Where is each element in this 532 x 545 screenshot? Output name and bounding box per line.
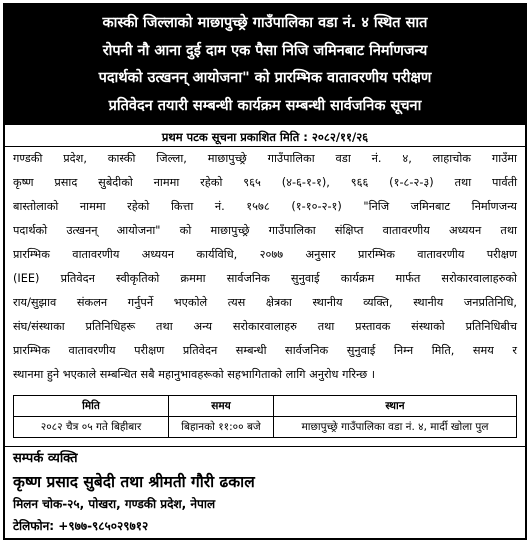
cell-time: बिहानको ११:०० बजे [169, 417, 274, 438]
body-line-5: प्रारम्भिक वातावरणीय अध्ययन कार्यविधि, २०७७ अनुसार प्रारम्भिक वातावरणीय परीक्षण [13, 248, 517, 261]
body-line-9: प्रारम्भिक वातावरणीय परीक्षण प्रतिवेदन सम्बन्धी सार्वजनिक सुनुवाई निम्न मिति, समय र [13, 344, 517, 357]
contact-names: कृष्ण प्रसाद सुबेदी तथा श्रीमती गौरी ढकाल [13, 473, 255, 491]
notice-header [5, 5, 525, 125]
publication-date: प्रथम पटक सूचना प्रकाशित मिति : २०८२/११/२६ [161, 130, 369, 144]
schedule-table [13, 395, 517, 438]
body-line-2: कृष्ण प्रसाद सुबेदीको नाममा रहेको ९६५ (४-६-१-१), ९६६ (१-८-२-३) तथा पार्वती [13, 176, 517, 189]
header-line-4: प्रतिवेदन तयारी सम्बन्धी कार्यक्रम सम्बन्धी सार्वजनिक सूचना [108, 98, 422, 114]
cell-date: २०८२ चैत्र ०५ गते बिहीबार [14, 417, 169, 438]
header-place: स्थान [274, 396, 517, 417]
body-line-3: बास्तोलाको नाममा रहेको कित्ता नं. १५७८ (१-१०-२-१) "निजि जमिनबाट निर्माणजन्य [13, 200, 517, 213]
table-header-row [14, 396, 517, 417]
divider [5, 446, 525, 447]
header-line-1: कास्की जिल्लाको माछापुच्छ्रे गाउँपालिका वडा नं. ४ स्थित सात [102, 15, 428, 31]
contact-address: मिलन चोक-२५, पोखरा, गण्डकी प्रदेश, नेपाल [13, 497, 216, 511]
body-line-7: राय/सुझाव संकलन गर्नुपर्ने भएकोले त्यस क्षेत्रका स्थानीय व्यक्ति, स्थानीय जनप्रतिनिधि, [13, 296, 517, 309]
public-notice [3, 3, 527, 540]
body-line-6: (IEE) प्रतिवेदन स्वीकृतिको क्रममा सार्वजनिक सुनुवाई कार्यक्रम मार्फत सरोकारवालाहरुको [13, 272, 517, 285]
body-line-1: गण्डकी प्रदेश, कास्की जिल्ला, माछापुच्छ्रे गाउँपालिका वडा नं. ४, लाहाचोक गाउँमा [13, 152, 517, 165]
header-date: मिति [14, 396, 169, 417]
contact-phone: टेलिफोन: +९७७-९८५०२९७१२ [13, 519, 149, 533]
divider [5, 146, 525, 147]
header-line-3: पदार्थको उत्खनन् आयोजना" को प्रारम्भिक वातावरणीय परीक्षण [98, 70, 432, 86]
table-row [14, 417, 517, 438]
cell-place: माछापुच्छ्रे गाउँपालिका वडा नं. ४, मार्दी खोला पुल [274, 417, 517, 438]
body-line-8: संघ/संस्थाका प्रतिनिधिहरू तथा अन्य सरोकारवालाहरु तथा प्रस्तावक संस्थाको प्रतिनिधिबीच [13, 320, 517, 333]
header-time: समय [169, 396, 274, 417]
header-line-2: रोपनी नौ आना दुई दाम एक पैसा निजि जमिनबाट निर्माणजन्य [102, 43, 428, 59]
body-line-4: पदार्थको उत्खनन् आयोजना" को माछापुच्छ्रे गाउँपालिका संक्षिप्त वातावरणीय अध्ययन तथा [13, 224, 517, 237]
body-line-10: स्थानमा हुने भएकाले सम्बन्धित सबै महानुभावहरूको सहभागिताको लागि अनुरोध गरिन्छ । [13, 368, 376, 381]
contact-label: सम्पर्क व्यक्ति [13, 451, 78, 466]
